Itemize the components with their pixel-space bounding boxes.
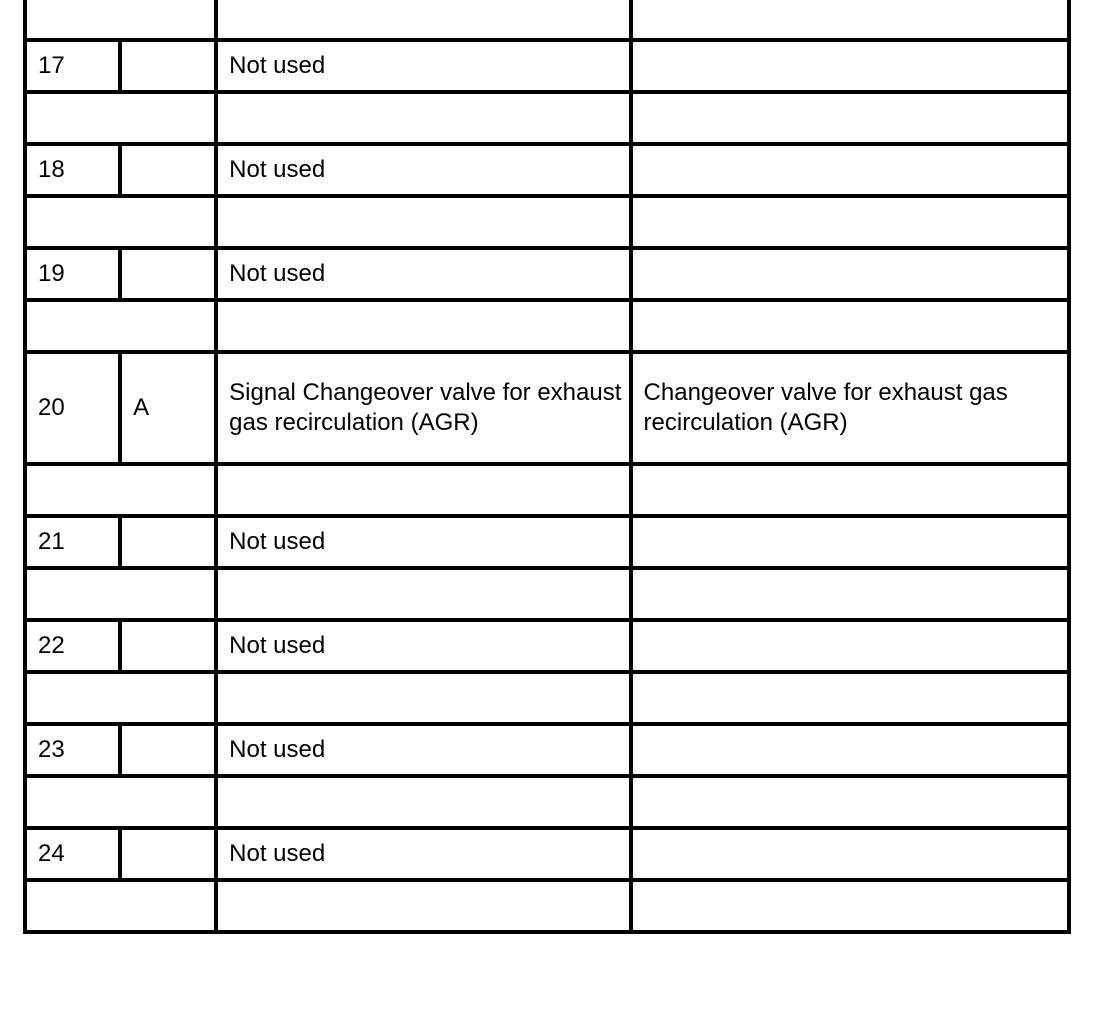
component-cell [631,248,1069,300]
table-row [25,248,1069,300]
spacer-cell [631,92,1069,144]
component-cell [631,144,1069,196]
signal-description-cell: Not used [216,724,630,776]
component-cell [631,516,1069,568]
component-cell: Changeover valve for exhaust gas recirculation (AGR) [631,352,1069,464]
pin-number-cell: 24 [25,828,120,880]
spacer-cell [631,880,1069,932]
table-row [25,620,1069,672]
spacer-cell [216,568,630,620]
table-row [25,40,1069,92]
spacer-cell [25,196,216,248]
pin-number-cell: 17 [25,40,120,92]
spacer-row [25,0,1069,40]
spacer-cell [216,0,630,40]
pin-number-cell: 23 [25,724,120,776]
signal-type-cell [120,144,216,196]
signal-type-cell [120,516,216,568]
spacer-cell [631,0,1069,40]
component-cell [631,724,1069,776]
signal-description-cell: Not used [216,828,630,880]
signal-type-cell [120,828,216,880]
signal-description-cell: Not used [216,40,630,92]
signal-description-cell: Signal Changeover valve for exhaust gas recirculation (AGR) [216,352,630,464]
spacer-cell [631,568,1069,620]
component-cell [631,828,1069,880]
spacer-cell [216,300,630,352]
signal-type-cell [120,620,216,672]
table-row [25,352,1069,464]
spacer-row [25,672,1069,724]
signal-description-cell: Not used [216,144,630,196]
pin-number-cell: 19 [25,248,120,300]
pin-number-cell: 18 [25,144,120,196]
pin-number-cell: 22 [25,620,120,672]
spacer-row [25,92,1069,144]
spacer-cell [631,672,1069,724]
spacer-cell [216,776,630,828]
spacer-row [25,464,1069,516]
component-cell [631,620,1069,672]
spacer-cell [25,300,216,352]
spacer-cell [25,92,216,144]
spacer-cell [631,196,1069,248]
spacer-cell [216,672,630,724]
table-row [25,724,1069,776]
signal-description-cell: Not used [216,620,630,672]
table-row [25,516,1069,568]
signal-description-cell: Not used [216,516,630,568]
spacer-cell [216,880,630,932]
signal-type-cell [120,724,216,776]
table-row [25,144,1069,196]
pin-assignment-table [23,0,1071,934]
spacer-cell [631,300,1069,352]
spacer-cell [631,464,1069,516]
signal-type-cell: A [120,352,216,464]
spacer-cell [216,92,630,144]
spacer-row [25,880,1069,932]
pin-number-cell: 20 [25,352,120,464]
spacer-row [25,568,1069,620]
spacer-cell [25,776,216,828]
pin-number-cell: 21 [25,516,120,568]
spacer-row [25,300,1069,352]
spacer-cell [25,880,216,932]
spacer-cell [216,196,630,248]
signal-type-cell [120,40,216,92]
spacer-cell [25,464,216,516]
spacer-cell [631,776,1069,828]
spacer-cell [25,568,216,620]
spacer-cell [216,464,630,516]
spacer-row [25,776,1069,828]
spacer-cell [25,672,216,724]
signal-type-cell [120,248,216,300]
signal-description-cell: Not used [216,248,630,300]
spacer-row [25,196,1069,248]
component-cell [631,40,1069,92]
spacer-cell [25,0,216,40]
table-row [25,828,1069,880]
